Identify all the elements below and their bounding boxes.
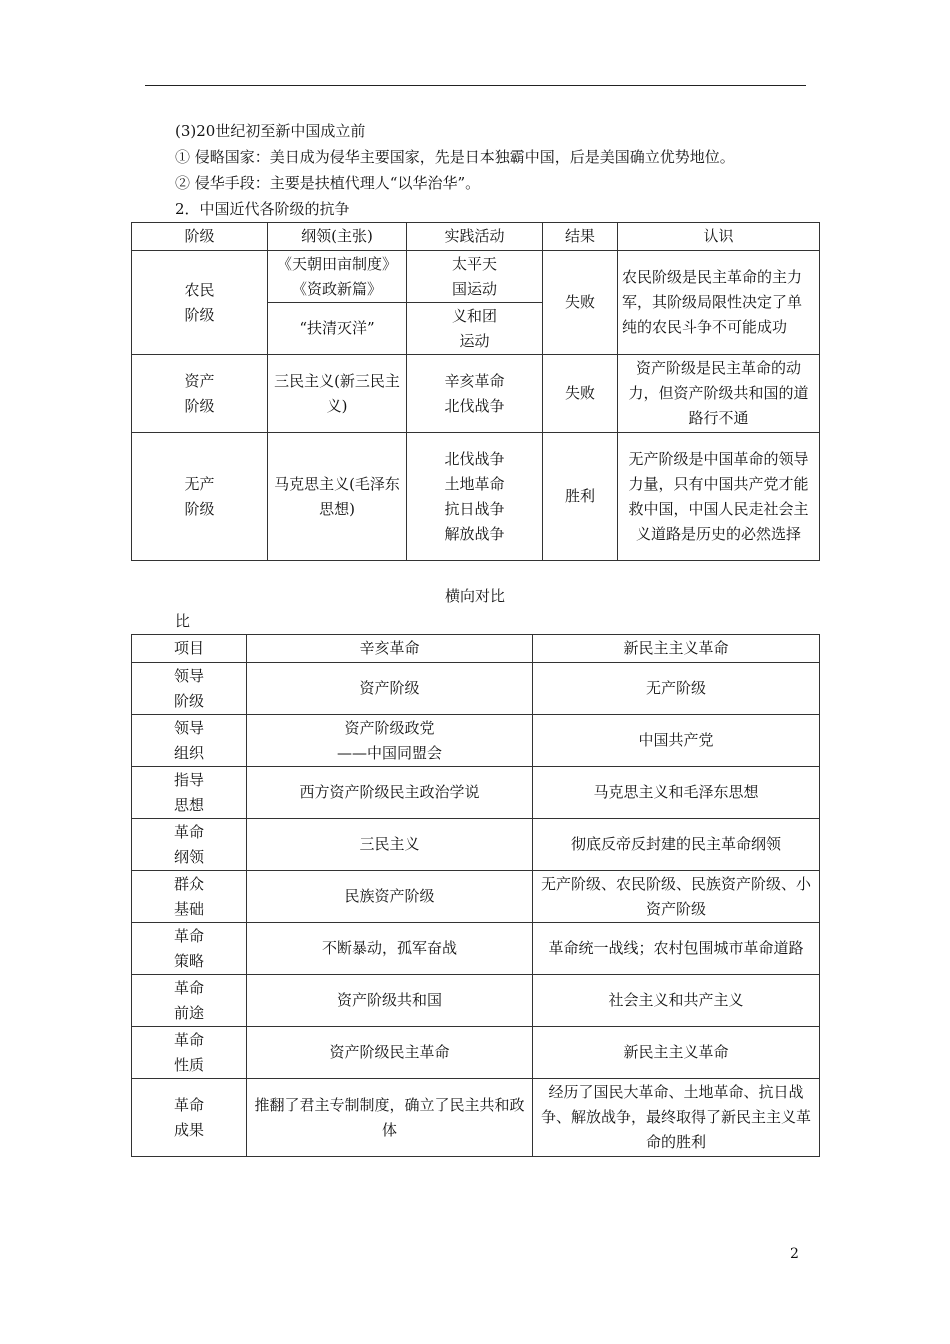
header-cell: 辛亥革命 bbox=[247, 635, 533, 663]
table-row bbox=[132, 923, 820, 975]
section-heading: 2．中国近代各阶级的抗争 bbox=[175, 200, 350, 218]
new-democratic-cell: 革命统一战线；农村包围城市革命道路 bbox=[533, 923, 820, 975]
xinhai-cell: 不断暴动，孤军奋战 bbox=[247, 923, 533, 975]
item-cell: 领导 阶级 bbox=[132, 663, 247, 715]
header-rule bbox=[145, 85, 806, 86]
item-cell: 革命 性质 bbox=[132, 1027, 247, 1079]
view-cell: 农民阶级是民主革命的主力军，其阶级局限性决定了单纯的农民斗争不可能成功 bbox=[618, 251, 820, 355]
new-democratic-cell: 社会主义和共产主义 bbox=[533, 975, 820, 1027]
table-row bbox=[132, 355, 820, 433]
new-democratic-cell: 新民主主义革命 bbox=[533, 1027, 820, 1079]
table-row bbox=[132, 975, 820, 1027]
invasion-means-item: ② 侵华手段：主要是扶植代理人“以华治华”。 bbox=[175, 174, 481, 192]
item-cell: 革命 策略 bbox=[132, 923, 247, 975]
header-cell: 实践活动 bbox=[407, 223, 543, 251]
activity-cell: 义和团 运动 bbox=[407, 303, 543, 355]
activity-cell: 太平天 国运动 bbox=[407, 251, 543, 303]
xinhai-cell: 资产阶级共和国 bbox=[247, 975, 533, 1027]
table-row bbox=[132, 251, 820, 303]
item-cell: 群众 基础 bbox=[132, 871, 247, 923]
view-cell: 无产阶级是中国革命的领导力量，只有中国共产党才能救中国，中国人民走社会主义道路是历史的必然选择 bbox=[618, 433, 820, 561]
class-cell: 农民 阶级 bbox=[132, 251, 268, 355]
table-header-row bbox=[132, 635, 820, 663]
new-democratic-cell: 无产阶级 bbox=[533, 663, 820, 715]
table-row bbox=[132, 433, 820, 561]
xinhai-cell: 三民主义 bbox=[247, 819, 533, 871]
class-cell: 无产 阶级 bbox=[132, 433, 268, 561]
header-cell: 阶级 bbox=[132, 223, 268, 251]
header-cell: 结果 bbox=[543, 223, 618, 251]
xinhai-cell: 资产阶级民主革命 bbox=[247, 1027, 533, 1079]
invader-countries-item: ① 侵略国家：美日成为侵华主要国家，先是日本独霸中国，后是美国确立优势地位。 bbox=[175, 148, 735, 166]
table-header-row bbox=[132, 223, 820, 251]
table-row bbox=[132, 767, 820, 819]
class-struggle-table bbox=[131, 222, 820, 561]
xinhai-cell: 西方资产阶级民主政治学说 bbox=[247, 767, 533, 819]
table-row bbox=[132, 871, 820, 923]
program-cell: 《天朝田亩制度》 《资政新篇》 bbox=[268, 251, 407, 303]
stray-character: 比 bbox=[175, 612, 191, 630]
table-row bbox=[132, 1079, 820, 1157]
activity-cell: 辛亥革命 北伐战争 bbox=[407, 355, 543, 433]
item-cell: 革命 纲领 bbox=[132, 819, 247, 871]
item-cell: 革命 前途 bbox=[132, 975, 247, 1027]
new-democratic-cell: 无产阶级、农民阶级、民族资产阶级、小资产阶级 bbox=[533, 871, 820, 923]
table-row bbox=[132, 1027, 820, 1079]
new-democratic-cell: 彻底反帝反封建的民主革命纲领 bbox=[533, 819, 820, 871]
header-cell: 新民主主义革命 bbox=[533, 635, 820, 663]
revolution-comparison-table bbox=[131, 634, 820, 1157]
new-democratic-cell: 中国共产党 bbox=[533, 715, 820, 767]
activity-cell: 北伐战争 土地革命 抗日战争 解放战争 bbox=[407, 433, 543, 561]
program-cell: 三民主义(新三民主义) bbox=[268, 355, 407, 433]
view-cell: 资产阶级是民主革命的动力，但资产阶级共和国的道路行不通 bbox=[618, 355, 820, 433]
item-cell: 领导 组织 bbox=[132, 715, 247, 767]
result-cell: 失败 bbox=[543, 251, 618, 355]
item-cell: 指导 思想 bbox=[132, 767, 247, 819]
new-democratic-cell: 马克思主义和毛泽东思想 bbox=[533, 767, 820, 819]
xinhai-cell: 资产阶级政党 ——中国同盟会 bbox=[247, 715, 533, 767]
period-heading: (3)20世纪初至新中国成立前 bbox=[175, 122, 366, 140]
comparison-title: 横向对比 bbox=[444, 587, 505, 605]
table-row bbox=[132, 715, 820, 767]
result-cell: 胜利 bbox=[543, 433, 618, 561]
header-cell: 认识 bbox=[618, 223, 820, 251]
xinhai-cell: 推翻了君主专制制度，确立了民主共和政体 bbox=[247, 1079, 533, 1157]
header-cell: 项目 bbox=[132, 635, 247, 663]
table-row bbox=[132, 819, 820, 871]
program-cell: “扶清灭洋” bbox=[268, 303, 407, 355]
xinhai-cell: 民族资产阶级 bbox=[247, 871, 533, 923]
page-number: 2 bbox=[790, 1246, 799, 1262]
class-cell: 资产 阶级 bbox=[132, 355, 268, 433]
result-cell: 失败 bbox=[543, 355, 618, 433]
header-cell: 纲领(主张) bbox=[268, 223, 407, 251]
item-cell: 革命 成果 bbox=[132, 1079, 247, 1157]
new-democratic-cell: 经历了国民大革命、土地革命、抗日战争、解放战争，最终取得了新民主主义革命的胜利 bbox=[533, 1079, 820, 1157]
table-row bbox=[132, 663, 820, 715]
program-cell: 马克思主义(毛泽东思想) bbox=[268, 433, 407, 561]
xinhai-cell: 资产阶级 bbox=[247, 663, 533, 715]
